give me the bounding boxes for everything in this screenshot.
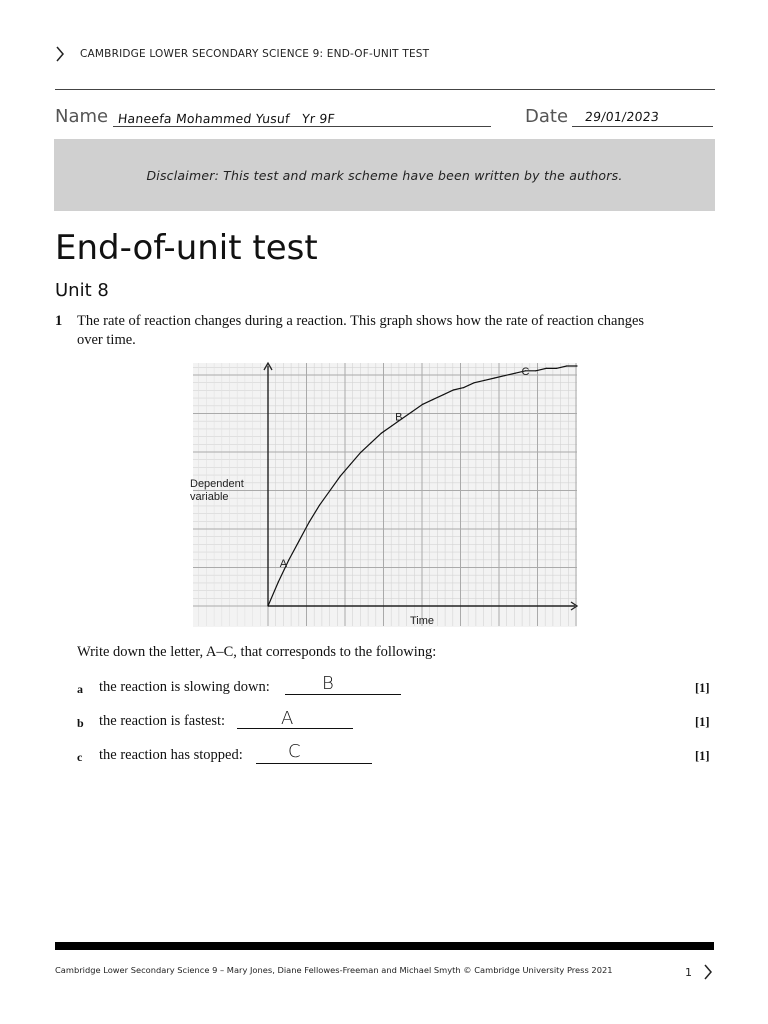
data-point <box>381 433 382 434</box>
part-b-letter: b <box>77 716 84 730</box>
data-point <box>432 399 433 400</box>
data-point <box>329 490 330 491</box>
data-point <box>576 365 577 366</box>
footer-credit: Cambridge Lower Secondary Science 9 – Mary Jones, Diane Fellowes-Freeman and Michael Smyth © Cambridge University Press 2021 <box>55 965 613 975</box>
rate-graph <box>185 360 585 632</box>
data-point <box>422 404 423 405</box>
running-title: CAMBRIDGE LOWER SECONDARY SCIENCE 9: END-OF-UNIT TEST <box>80 48 430 60</box>
part-b-answer[interactable]: A <box>281 708 294 729</box>
part-b-text: the reaction is fastest: <box>99 713 226 729</box>
data-point <box>309 521 310 522</box>
data-point <box>463 387 464 388</box>
part-a-letter: a <box>77 682 83 696</box>
data-point <box>288 560 289 561</box>
data-point <box>412 411 413 412</box>
data-point <box>298 541 299 542</box>
part-b-answer-line <box>237 728 353 729</box>
chevron-right-icon[interactable] <box>55 46 65 62</box>
page-title: End-of-unit test <box>55 228 318 268</box>
question-number: 1 <box>55 313 63 329</box>
name-value[interactable]: Haneefa Mohammed Yusuf <box>117 111 291 126</box>
date-field-line <box>572 126 713 127</box>
part-b-marks: [1] <box>695 715 710 729</box>
point-label-b: B <box>395 411 403 424</box>
data-point <box>370 442 371 443</box>
data-point <box>566 365 567 366</box>
footer-bar <box>55 942 714 950</box>
part-a-marks: [1] <box>695 681 710 695</box>
question-text: The rate of reaction changes during a reaction. This graph shows how the rate of reaction changes over time. <box>77 313 645 348</box>
data-point <box>267 605 268 606</box>
data-point <box>360 452 361 453</box>
data-point <box>515 373 516 374</box>
unit-heading: Unit 8 <box>55 280 109 301</box>
date-value[interactable]: 29/01/2023 <box>584 109 660 124</box>
name-field-line <box>113 126 491 127</box>
part-c-answer-line <box>256 763 372 764</box>
disclaimer-text: Disclaimer: This test and mark scheme have been written by the authors. <box>146 167 623 183</box>
point-label-a: A <box>279 557 288 570</box>
data-point <box>504 375 505 376</box>
y-axis-label-line-1: Dependent <box>190 478 244 490</box>
data-point <box>350 464 351 465</box>
part-c-letter: c <box>77 750 83 764</box>
data-point <box>391 425 392 426</box>
data-point <box>494 377 495 378</box>
y-axis-label-line-2: variable <box>190 491 229 503</box>
data-point <box>546 368 547 369</box>
name-label: Name <box>55 106 109 127</box>
next-page-chevron-icon[interactable] <box>703 964 713 980</box>
data-point <box>473 382 474 383</box>
data-point <box>484 380 485 381</box>
part-c-marks: [1] <box>695 749 710 763</box>
part-c-answer[interactable]: C <box>288 741 301 762</box>
data-point <box>278 581 279 582</box>
part-c-text: the reaction has stopped: <box>99 747 243 763</box>
date-label: Date <box>525 106 569 127</box>
page-number: 1 <box>685 966 692 979</box>
data-point <box>340 476 341 477</box>
data-point <box>443 394 444 395</box>
question-prompt: Write down the letter, A–C, that corresponds to the following: <box>77 644 437 660</box>
part-a-answer[interactable]: B <box>322 673 334 694</box>
data-point <box>556 368 557 369</box>
header-divider <box>55 89 715 90</box>
point-label-c: C <box>521 365 530 378</box>
part-a-text: the reaction is slowing down: <box>99 679 270 695</box>
disclaimer-box <box>54 139 715 211</box>
data-point <box>453 389 454 390</box>
class-value[interactable]: Yr 9F <box>301 111 336 126</box>
part-a-answer-line <box>285 694 401 695</box>
x-axis-label: Time <box>409 615 435 627</box>
graph-background <box>193 363 577 627</box>
data-point <box>319 505 320 506</box>
data-point <box>535 370 536 371</box>
